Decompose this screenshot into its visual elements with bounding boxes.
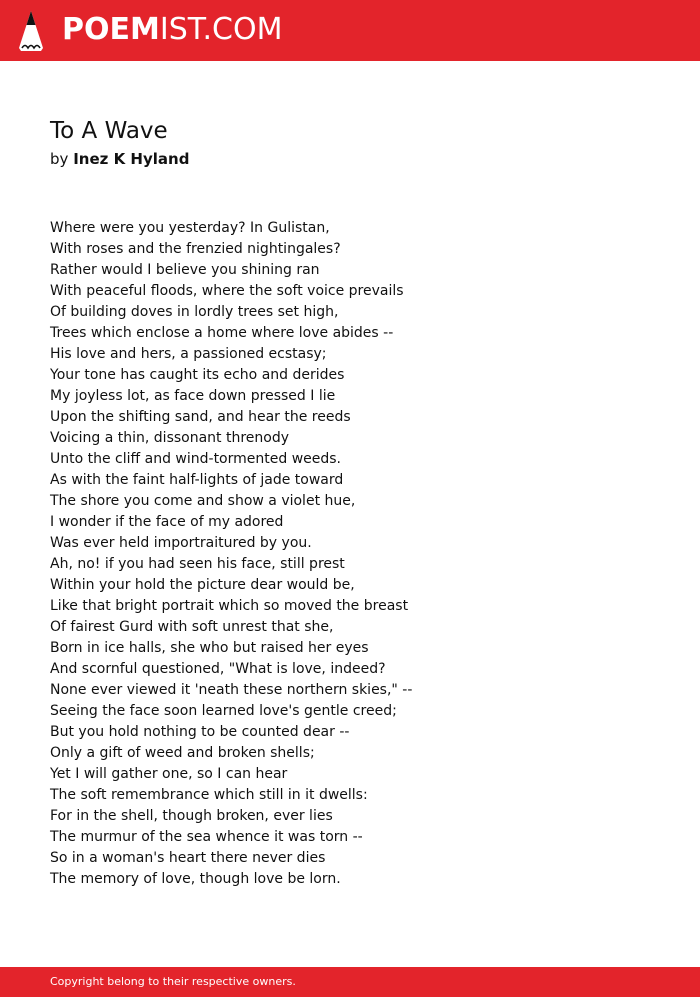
- poem-line: Like that bright portrait which so moved the breast: [50, 598, 409, 614]
- poem-line: His love and hers, a passioned ecstasy;: [50, 346, 327, 362]
- site-logo[interactable]: [62, 12, 282, 48]
- poem-line: So in a woman's heart there never dies: [50, 850, 326, 866]
- poem-line: The shore you come and show a violet hue,: [50, 493, 356, 509]
- poem-line: Ah, no! if you had seen his face, still prest: [50, 556, 345, 572]
- pencil-icon[interactable]: [18, 10, 44, 52]
- poem-line: For in the shell, though broken, ever lies: [50, 808, 333, 824]
- poem-line: And scornful questioned, "What is love, indeed?: [50, 661, 386, 677]
- poem-line: But you hold nothing to be counted dear --: [50, 724, 350, 740]
- poem-line: None ever viewed it 'neath these northern skies," --: [50, 682, 413, 698]
- poem-line: Voicing a thin, dissonant threnody: [50, 430, 290, 446]
- poem-line: I wonder if the face of my adored: [50, 514, 284, 530]
- poem-line: Upon the shifting sand, and hear the reeds: [50, 409, 351, 425]
- poem-line: Yet I will gather one, so I can hear: [50, 766, 288, 782]
- poem-line: The memory of love, though love be lorn.: [50, 871, 341, 887]
- poem-line: Trees which enclose a home where love abides --: [50, 325, 394, 341]
- poem-line: Unto the cliff and wind-tormented weeds.: [50, 451, 341, 467]
- poem-line: Where were you yesterday? In Gulistan,: [50, 220, 330, 236]
- poem-line: Of building doves in lordly trees set high,: [50, 304, 339, 320]
- logo-bold-text: POEM: [62, 12, 160, 47]
- poem-line: Your tone has caught its echo and derides: [50, 367, 345, 383]
- poem-line: Seeing the face soon learned love's gentle creed;: [50, 703, 397, 719]
- poem-line: With peaceful floods, where the soft voice prevails: [50, 283, 404, 299]
- poem-line: The murmur of the sea whence it was torn --: [50, 829, 363, 845]
- site-footer: [0, 967, 700, 997]
- poem-line: Only a gift of weed and broken shells;: [50, 745, 315, 761]
- by-label: by: [50, 150, 69, 168]
- logo-light-text: IST.COM: [159, 12, 283, 47]
- poem-line: Within your hold the picture dear would be,: [50, 577, 355, 593]
- poem-line: Born in ice halls, she who but raised her eyes: [50, 640, 369, 656]
- poem-line: Was ever held importraitured by you.: [50, 535, 312, 551]
- poem-byline: [50, 148, 189, 170]
- poem-line: Of fairest Gurd with soft unrest that she,: [50, 619, 334, 635]
- poem-body: [50, 218, 650, 890]
- poem-line: As with the faint half-lights of jade toward: [50, 472, 344, 488]
- poem-line: My joyless lot, as face down pressed I lie: [50, 388, 336, 404]
- poem-author: Inez K Hyland: [73, 150, 190, 168]
- poem-title: To A Wave: [50, 118, 168, 144]
- poem-line: The soft remembrance which still in it dwells:: [50, 787, 368, 803]
- poem-line: With roses and the frenzied nightingales?: [50, 241, 341, 257]
- copyright-text: Copyright belong to their respective owners.: [50, 975, 296, 988]
- poem-line: Rather would I believe you shining ran: [50, 262, 320, 278]
- site-header: [0, 0, 700, 61]
